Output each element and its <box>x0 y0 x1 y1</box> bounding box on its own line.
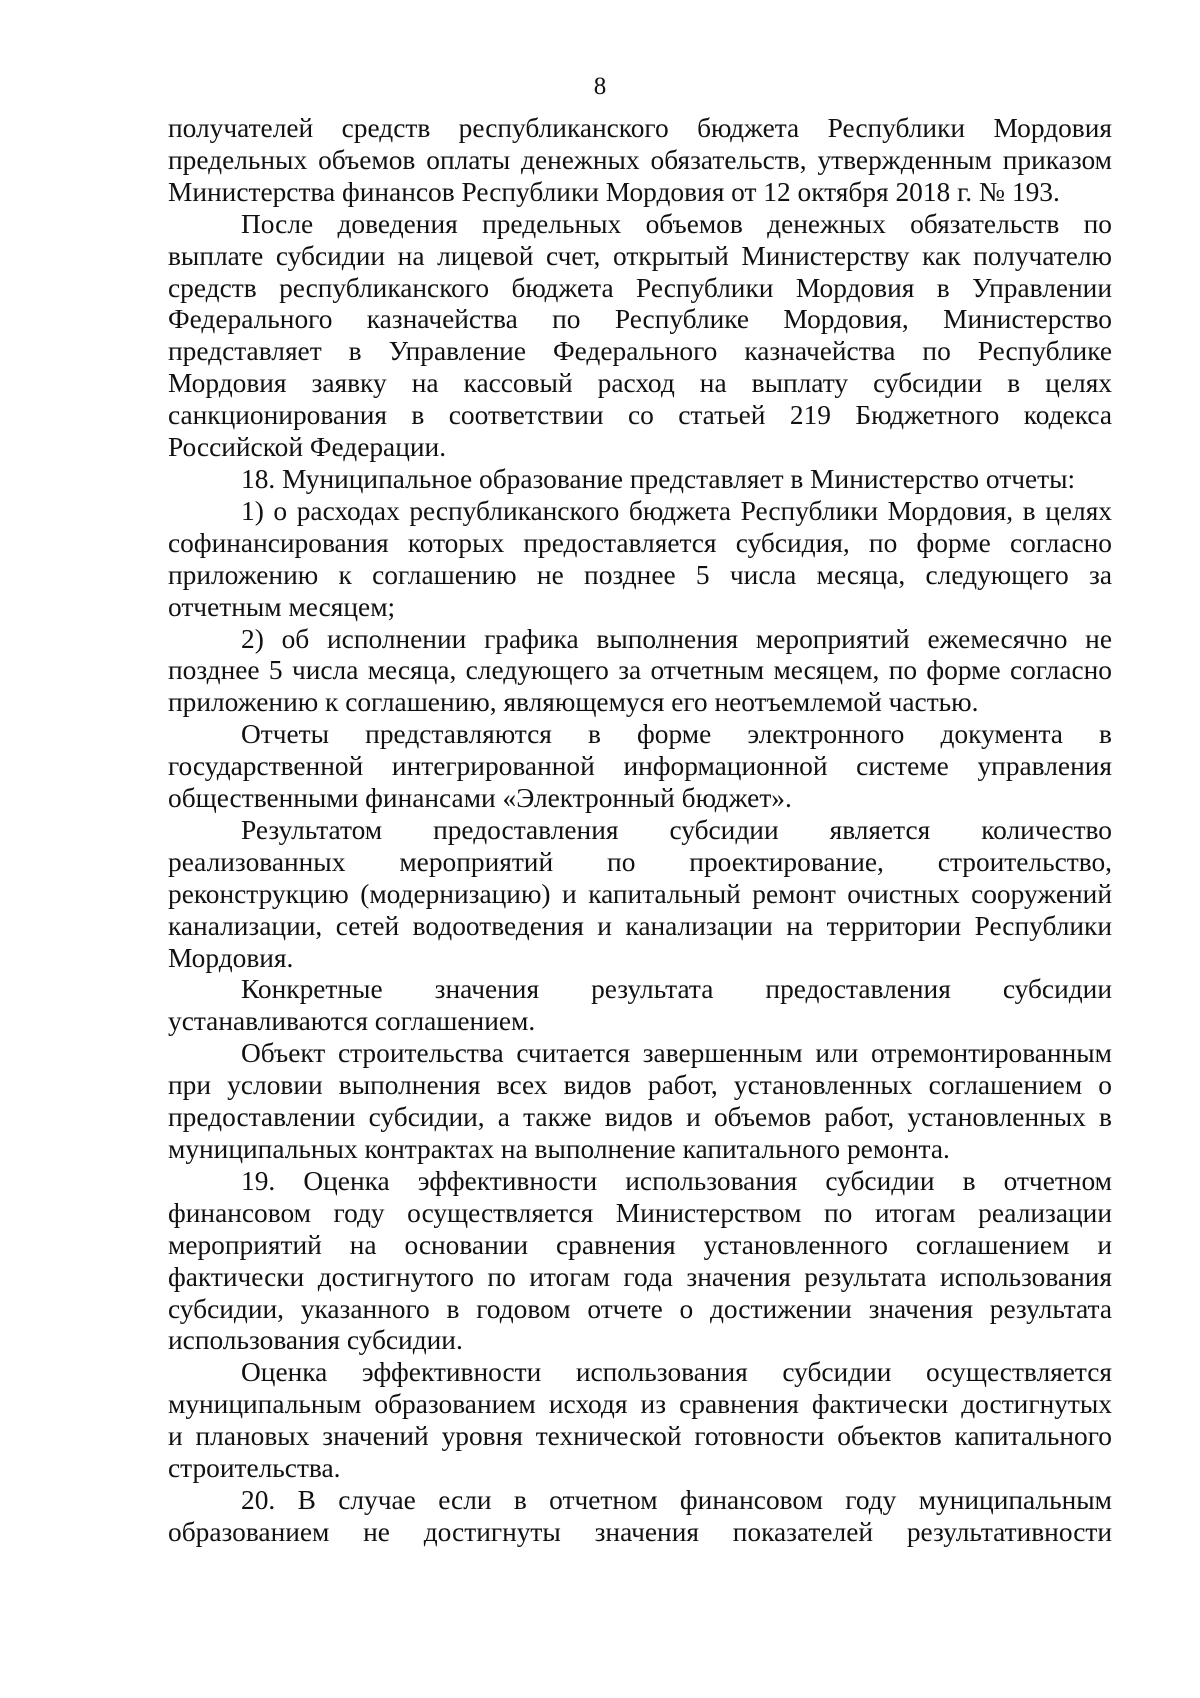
text-line: выплате субсидии на лицевой счет, открытый Министерству как получателю <box>168 240 1112 271</box>
text-line: Мордовия. <box>168 942 294 973</box>
text-line: Объект строительства считается завершенным или отремонтированным <box>241 1038 1112 1069</box>
text-line: 2) об исполнении графика выполнения мероприятий ежемесячно не <box>241 623 1112 654</box>
text-line: государственной интегрированной информационной системе управления <box>168 751 1112 782</box>
text-line: Отчеты представляются в форме электронного документа в <box>241 719 1112 750</box>
document-body <box>168 113 1112 1549</box>
text-line: Министерства финансов Республики Мордовия от 12 октября 2018 г. № 193. <box>168 176 1060 207</box>
text-line: строительства. <box>168 1453 341 1484</box>
text-line: Российской Федерации. <box>168 432 447 463</box>
text-line: муниципальным образованием исходя из сравнения фактически достигнутых <box>168 1389 1112 1420</box>
text-line: 1) о расходах республиканского бюджета Республики Мордовия, в целях <box>241 495 1112 526</box>
text-line: отчетным месяцем; <box>168 591 396 622</box>
text-line: образованием не достигнуты значения показателей результативности <box>168 1516 1112 1547</box>
text-line: финансовом году осуществляется Министерством по итогам реализации <box>168 1197 1112 1228</box>
text-line: средств республиканского бюджета Республики Мордовия в Управлении <box>168 272 1112 303</box>
text-line: фактически достигнутого по итогам года значения результата использования <box>168 1261 1112 1292</box>
text-line: приложению к соглашению не позднее 5 числа месяца, следующего за <box>168 559 1112 590</box>
text-line: Мордовия заявку на кассовый расход на выплату субсидии в целях <box>168 368 1112 399</box>
text-line: предоставлении субсидии, а также видов и объемов работ, установленных в <box>168 1102 1112 1133</box>
text-line: 20. В случае если в отчетном финансовом году муниципальным <box>241 1484 1112 1515</box>
text-line: общественными финансами «Электронный бюджет». <box>168 783 792 814</box>
text-line: муниципальных контрактах на выполнение капитального ремонта. <box>168 1134 950 1164</box>
page-number: 8 <box>593 73 607 100</box>
text-line: при условии выполнения всех видов работ, установленных соглашением о <box>168 1070 1112 1101</box>
text-line: и плановых значений уровня технической готовности объектов капитального <box>168 1421 1112 1452</box>
text-line: санкционирования в соответствии со статьей 219 Бюджетного кодекса <box>168 400 1112 431</box>
text-line: использования субсидии. <box>168 1325 463 1356</box>
text-line: предельных объемов оплаты денежных обязательств, утвержденным приказом <box>168 144 1112 175</box>
text-line: реконструкцию (модернизацию) и капитальный ремонт очистных сооружений <box>168 878 1112 909</box>
text-line: получателей средств республиканского бюджета Республики Мордовия <box>168 113 1112 143</box>
text-line: Федерального казначейства по Республике Мордовия, Министерство <box>168 304 1112 335</box>
text-line: софинансирования которых предоставляется субсидия, по форме согласно <box>168 527 1112 558</box>
text-line: приложению к соглашению, являющемуся его неотъемлемой частью. <box>168 687 979 718</box>
text-line: субсидии, указанного в годовом отчете о достижении значения результата <box>168 1293 1112 1324</box>
text-line: представляет в Управление Федерального казначейства по Республике <box>168 336 1112 367</box>
text-line: 19. Оценка эффективности использования субсидии в отчетном <box>241 1165 1112 1196</box>
text-line: мероприятий на основании сравнения установленного соглашением и <box>168 1229 1112 1260</box>
text-line: 18. Муниципальное образование представляет в Министерство отчеты: <box>241 463 1076 494</box>
text-line: реализованных мероприятий по проектирование, строительство, <box>168 846 1112 877</box>
text-line: канализации, сетей водоотведения и канализации на территории Республики <box>168 910 1112 941</box>
text-line: Конкретные значения результата предоставления субсидии <box>241 974 1112 1005</box>
text-line: устанавливаются соглашением. <box>168 1006 536 1037</box>
text-line: позднее 5 числа месяца, следующего за отчетным месяцем, по форме согласно <box>168 655 1112 686</box>
text-line: Оценка эффективности использования субсидии осуществляется <box>241 1357 1112 1388</box>
text-line: После доведения предельных объемов денежных обязательств по <box>241 208 1112 239</box>
text-line: Результатом предоставления субсидии является количество <box>241 814 1112 845</box>
